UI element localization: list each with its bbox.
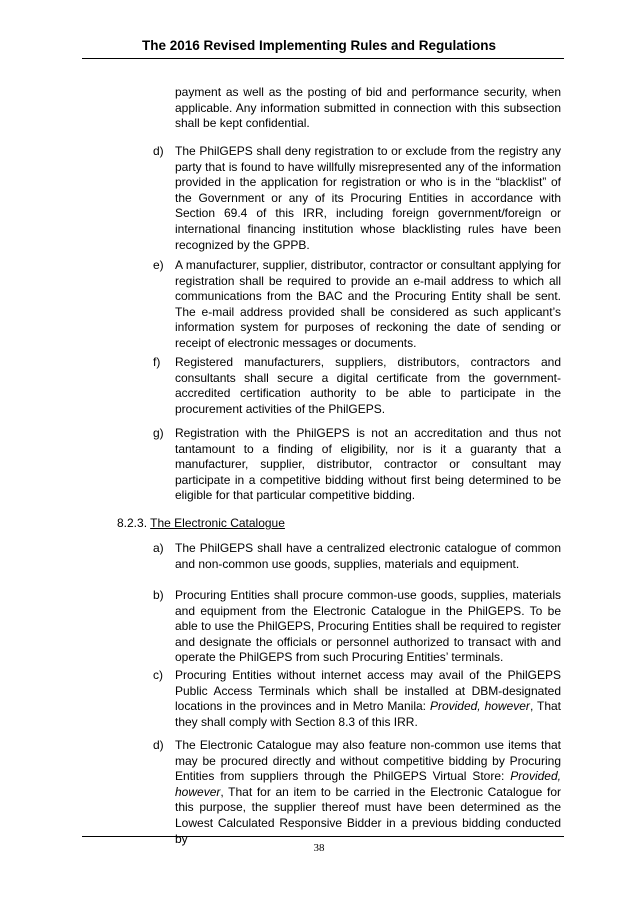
list-item-text-post: , That they shall comply with Section 8.3 of this IRR. xyxy=(175,699,562,729)
list-item-d xyxy=(153,144,561,253)
list-item-f xyxy=(153,355,561,417)
list-item-label: d) xyxy=(153,738,164,752)
list-item-text: Procuring Entities shall procure common-use goods, supplies, materials and equipment from the Electronic Catalogue in the PhilGEPS. To be able to use the PhilGEPS, Procuring Entities shall be required to register and designate the officials or personnel authorized to transact with and operate the PhilGEPS from such Procuring Entities’ terminals. xyxy=(175,588,561,665)
list-item-text: The PhilGEPS shall have a centralized electronic catalogue of common and non-common use goods, supplies, materials and equipment. xyxy=(175,541,561,571)
list-item-text-pre: The Electronic Catalogue may also feature non-common use items that may be procured directly and without competitive bidding by Procuring Entities from suppliers through the PhilGEPS Virtual Store: xyxy=(175,738,561,784)
list-item-text-emphasis: Provided, however xyxy=(175,769,561,799)
list-item-text: Registered manufacturers, suppliers, distributors, contractors and consultants shall secure a digital certificate from the government-accredited certification authority to be able to participate in the procurement activities of the PhilGEPS. xyxy=(175,355,561,416)
list-item-d2 xyxy=(153,738,561,847)
list-item-c xyxy=(153,668,562,730)
section-number: 8.2.3. xyxy=(117,516,148,530)
list-item-text-post: , That for an item to be carried in the Electronic Catalogue for this purpose, the supplier thereof must have been determined as the Lowest Calculated Responsive Bidder in a previous bidding conducted by xyxy=(175,784,561,846)
list-item-label: f) xyxy=(153,355,161,369)
list-item-a xyxy=(153,541,561,572)
page-number: 38 xyxy=(313,842,325,854)
section-title: The Electronic Catalogue xyxy=(150,516,285,530)
header-rule xyxy=(82,58,564,59)
list-item-g xyxy=(153,426,561,504)
list-item-label: d) xyxy=(153,144,164,158)
list-item-label: c) xyxy=(153,668,163,682)
list-item-text-pre: Procuring Entities without internet access may avail of the PhilGEPS Public Access Terminals which shall be installed at DBM-designated locations in the provinces and in Metro Manila: xyxy=(175,668,561,714)
list-item-text-emphasis: Provided, however xyxy=(429,699,530,714)
list-item-e xyxy=(153,258,561,352)
list-item-text: The PhilGEPS shall deny registration to or exclude from the registry any party that is found to have willfully misrepresented any of the information provided in the application for registration or who is in the “blacklist” of the Government or any of its Procuring Entities in accordance with Section 69.4 of this IRR, including foreign government/foreign or international financing institution whose blacklisting rules have been recognized by the GPPB. xyxy=(175,144,561,252)
continuation-paragraph: payment as well as the posting of bid and performance security, when applicable. Any information submitted in connection with this subsection shall be kept confidential. xyxy=(175,85,561,131)
section-heading xyxy=(117,516,285,530)
list-item-label: e) xyxy=(153,258,164,272)
list-item-label: g) xyxy=(153,426,164,440)
footer-rule xyxy=(82,836,564,837)
list-item-text: Registration with the PhilGEPS is not an accreditation and thus not tantamount to a finding of eligibility, nor is it a guaranty that a manufacturer, supplier, distributor, contractor or consultant may participate in a competitive bidding without first being determined to be eligible for that particular competitive bidding. xyxy=(175,426,561,503)
list-item-label: b) xyxy=(153,588,164,602)
list-item-b xyxy=(153,588,561,666)
list-item-text: A manufacturer, supplier, distributor, contractor or consultant applying for registration shall be required to provide an e-mail address to which all communications from the BAC and the Procuring Entity shall be sent. The e-mail address provided shall be considered as such applicant’s information system for purposes of reckoning the date of sending or receipt of electronic messages or documents. xyxy=(175,258,561,350)
list-item-label: a) xyxy=(153,541,164,555)
page-header-title: The 2016 Revised Implementing Rules and Regulations xyxy=(141,38,497,53)
